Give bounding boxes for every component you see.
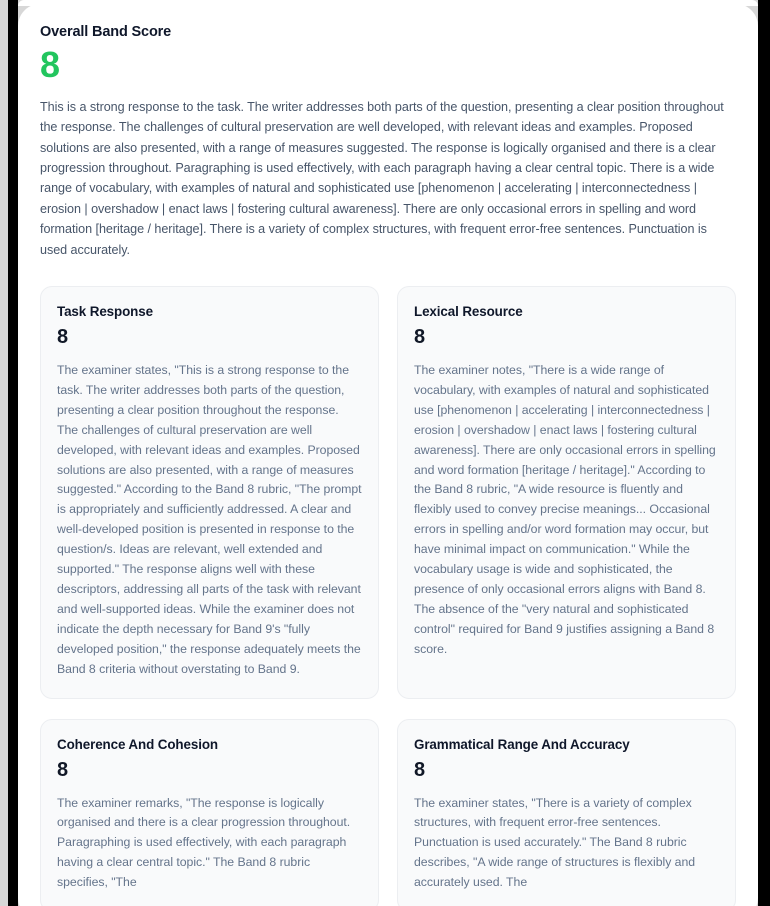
right-accent-rail [758,0,770,906]
criterion-score: 8 [414,326,426,348]
criterion-feedback: The examiner states, "There is a variety of complex structures, with frequent error-free sentences. Punctuation is used accurately." The Band 8 rubric describes, "A wide range of structures is flexibly and accurately used. The [414,795,696,890]
overall-band-score-value: 8 [40,44,60,85]
criterion-card-task-response [40,286,379,699]
criterion-feedback: The examiner notes, "There is a wide range of vocabulary, with examples of natural and sophisticated use [phenomenon | accelerating | interconnectedness | erosion | overshadow | enact laws | fostering cultural awareness]. There are only occasional errors in spelling and word formation [heritage / heritage]." According to the Band 8 rubric, "A wide resource is fluently and flexibly used to convey precise meanings... Occasional errors in spelling and/or word formation may occur, but have minimal impact on communication." While the vocabulary usage is wide and sophisticated, the presence of only occasional errors aligns with Band 8. The absence of the "very natural and sophisticated control" required for Band 9 justifies assigning a Band 8 score. [414,363,716,656]
criterion-name: Grammatical Range And Accuracy [414,736,630,752]
overall-band-score-title: Overall Band Score [40,24,172,40]
criterion-score: 8 [57,758,69,781]
criterion-feedback: The examiner remarks, "The response is logically organised and there is a clear progression throughout. Paragraphing is used effectively, with each paragraph having a clear central topic." The Band 8 rubric specifies, "The [57,795,351,890]
criterion-card-lexical-resource [397,286,736,699]
criterion-score: 8 [57,326,69,348]
left-accent-rail [8,0,18,906]
criterion-name: Coherence And Cohesion [57,736,218,752]
criterion-name: Task Response [57,304,153,319]
criterion-feedback: The examiner states, "This is a strong response to the task. The writer addresses both parts of the question, presenting a clear position throughout the response. The challenges of cultural preservation are well developed, with relevant ideas and examples. Proposed solutions are also presented, with a range of measures suggested." According to the Band 8 rubric, "The prompt is appropriately and sufficiently addressed. A clear and well-developed position is presented in response to the question/s. Ideas are relevant, well extended and supported." The response aligns well with these descriptors, addressing all parts of the task with relevant and well-supported ideas. While the examiner does not indicate the depth necessary for Band 9's "fully developed position," the response adequately meets the Band 8 criteria without overstating to Band 9. [57,363,362,676]
band-score-report-card [18,4,758,906]
criterion-score: 8 [414,758,426,781]
criteria-grid [40,286,736,906]
overall-band-score-summary: This is a strong response to the task. The writer addresses both parts of the question, presenting a clear position throughout the response. The challenges of cultural preservation are well developed, with relevant ideas and examples. Proposed solutions are also presented, with a range of measures suggested. The response is logically organised and there is a clear progression throughout. Paragraphing is used effectively, with each paragraph having a clear central topic. There is a wide range of vocabulary, with examples of natural and sophisticated use [phenomenon | accelerating | interconnectedness | erosion | overshadow | enact laws | fostering cultural awareness]. There are only occasional errors in spelling and word formation [heritage / heritage]. There is a variety of complex structures, with frequent error-free sentences. Punctuation is used accurately. [40,99,724,257]
criterion-card-coherence-and-cohesion [40,719,379,906]
criterion-card-grammatical-range-and-accuracy [397,719,736,906]
overall-band-score-section [40,24,736,260]
criterion-name: Lexical Resource [414,304,523,319]
